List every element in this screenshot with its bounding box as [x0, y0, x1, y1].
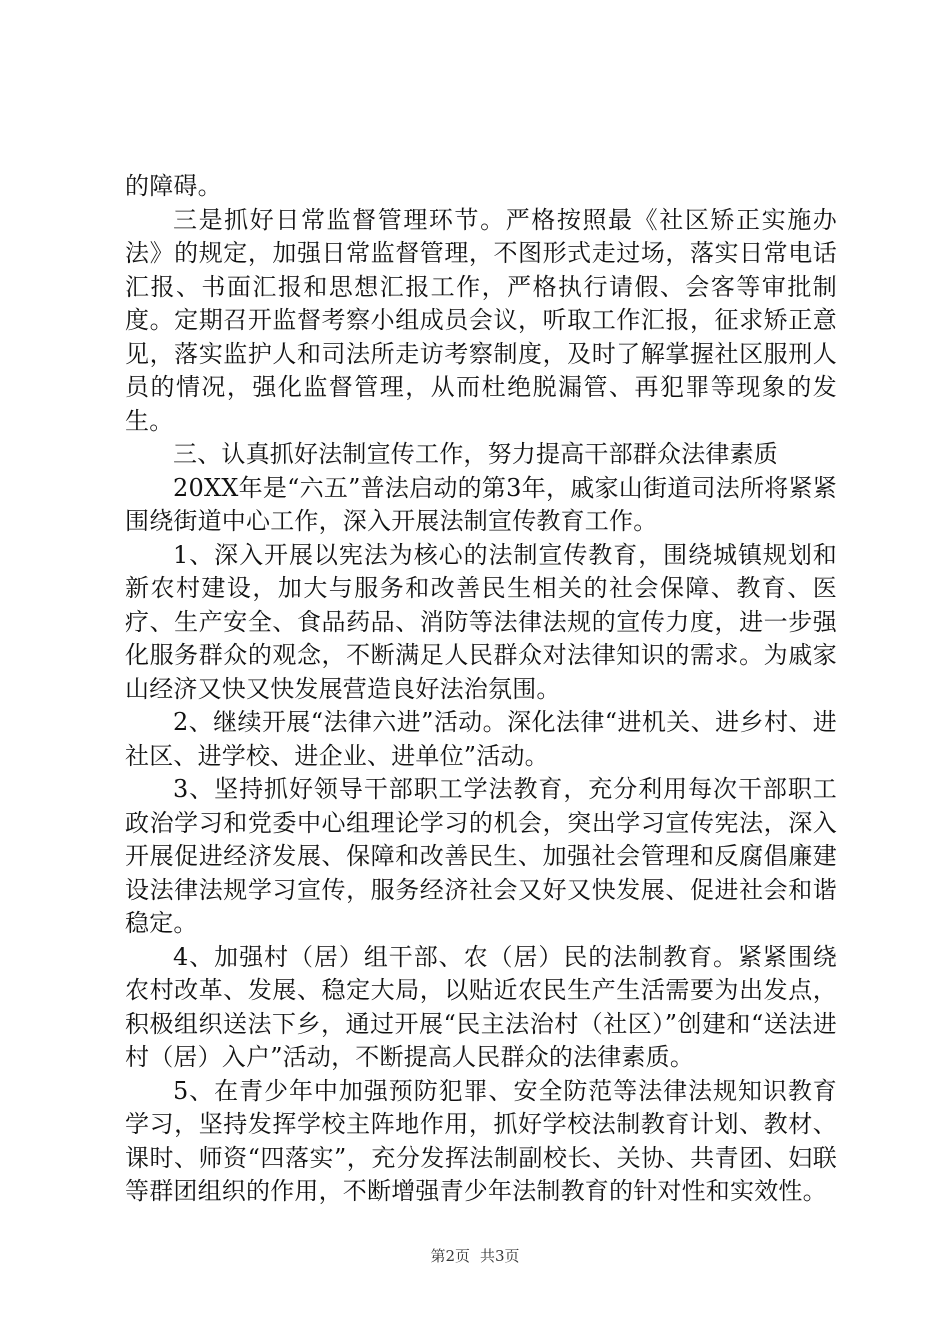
paragraph-intro: 20XX年是“六五”普法启动的第3年，戚家山街道司法所将紧紧围绕街道中心工作，深入开展法制宣传教育工作。: [125, 473, 837, 535]
document-body: [125, 170, 837, 1209]
page-number: 第2页: [430, 1247, 470, 1265]
page-total: 共3页: [480, 1247, 520, 1265]
page-footer: [0, 1245, 950, 1266]
paragraph-item-2: 2、继续开展“法律六进”活动。深化法律“进机关、进乡村、进社区、进学校、进企业、进单位”活动。: [125, 708, 837, 770]
paragraph-item-3: 3、坚持抓好领导干部职工学法教育，充分利用每次干部职工政治学习和党委中心组理论学习的机会，突出学习宣传宪法，深入开展促进经济发展、保障和改善民生、加强社会管理和反腐倡廉建设法律法规学习宣传，服务经济社会又好又快发展、促进社会和谐稳定。: [125, 775, 837, 937]
paragraph-continuation: 的障碍。: [125, 172, 222, 200]
paragraph-item-5: 5、在青少年中加强预防犯罪、安全防范等法律法规知识教育学习，坚持发挥学校主阵地作用，抓好学校法制教育计划、教材、课时、师资“四落实”，充分发挥法制副校长、关协、共青团、妇联等群团组织的作用，不断增强青少年法制教育的针对性和实效性。: [125, 1076, 837, 1205]
paragraph-supervision: 三是抓好日常监督管理环节。严格按照最《社区矫正实施办法》的规定，加强日常监督管理，不图形式走过场，落实日常电话汇报、书面汇报和思想汇报工作，严格执行请假、会客等审批制度。定期召开监督考察小组成员会议，听取工作汇报，征求矫正意见，落实监护人和司法所走访考察制度，及时了解掌握社区服刑人员的情况，强化监督管理，从而杜绝脱漏管、再犯罪等现象的发生。: [125, 205, 837, 435]
paragraph-item-4: 4、加强村（居）组干部、农（居）民的法制教育。紧紧围绕农村改革、发展、稳定大局，以贴近农民生产生活需要为出发点，积极组织送法下乡，通过开展“民主法治村（社区）”创建和“送法进村（居）入户”活动，不断提高人民群众的法律素质。: [125, 942, 837, 1071]
paragraph-item-1: 1、深入开展以宪法为核心的法制宣传教育，围绕城镇规划和新农村建设，加大与服务和改善民生相关的社会保障、教育、医疗、生产安全、食品药品、消防等法律法规的宣传力度，进一步强化服务群众的观念，不断满足人民群众对法律知识的需求。为戚家山经济又快又快发展营造良好法治氛围。: [125, 540, 837, 703]
section-heading-legal-publicity: 三、认真抓好法制宣传工作，努力提高干部群众法律素质: [173, 440, 778, 468]
